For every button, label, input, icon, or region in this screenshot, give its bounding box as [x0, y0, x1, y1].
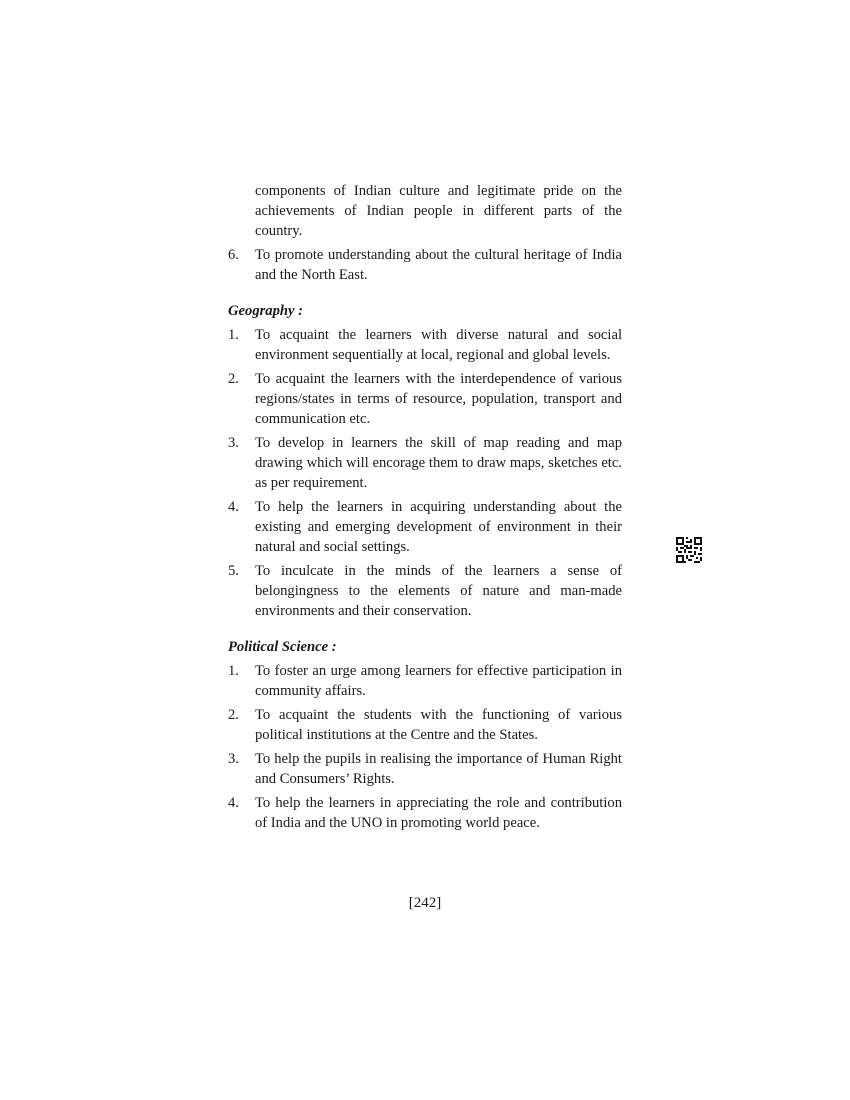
list-item: [228, 433, 622, 493]
list-item: [228, 793, 622, 833]
qr-code-icon[interactable]: [676, 537, 702, 563]
item-number: 3.: [228, 435, 239, 451]
item-number: 1.: [228, 663, 239, 679]
list-item: [228, 245, 622, 285]
section-heading-political-science: Political Science :: [228, 639, 337, 655]
list-item: [228, 325, 622, 365]
item-number: 2.: [228, 371, 239, 387]
item-text: To promote understanding about the cultural heritage of India and the North East.: [255, 247, 622, 283]
list-item: [228, 749, 622, 789]
main-text-column: [228, 181, 622, 837]
item-text: To foster an urge among learners for effective participation in community affairs.: [255, 663, 622, 699]
list-item: [228, 497, 622, 557]
item-text: To help the learners in acquiring understanding about the existing and emerging development of environment in their natural and social settings.: [255, 499, 622, 555]
item-number: 4.: [228, 795, 239, 811]
item-text: To inculcate in the minds of the learners a sense of belongingness to the elements of nature and man-made environments and their conservation.: [255, 563, 622, 619]
page-number: [242]: [408, 895, 442, 911]
item-text: To acquaint the learners with the interdependence of various regions/states in terms of resource, population, transport and communication etc.: [255, 371, 622, 427]
item-text: To acquaint the students with the functioning of various political institutions at the Centre and the States.: [255, 707, 622, 743]
item-number: 3.: [228, 751, 239, 767]
item-text: To help the learners in appreciating the role and contribution of India and the UNO in promoting world peace.: [255, 795, 622, 831]
item-number: 5.: [228, 563, 239, 579]
continuation-paragraph: components of Indian culture and legitimate pride on the achievements of Indian people in different parts of the country.: [255, 183, 622, 239]
item-number: 2.: [228, 707, 239, 723]
item-text: To help the pupils in realising the importance of Human Right and Consumers’ Rights.: [255, 751, 622, 787]
list-item: [228, 561, 622, 621]
list-item: [228, 661, 622, 701]
item-number: 6.: [228, 247, 239, 263]
item-number: 4.: [228, 499, 239, 515]
list-item: [228, 369, 622, 429]
item-text: To develop in learners the skill of map reading and map drawing which will encorage them to draw maps, sketches etc. as per requirement.: [255, 435, 622, 491]
list-item: [228, 705, 622, 745]
item-text: To acquaint the learners with diverse natural and social environment sequentially at local, regional and global levels.: [255, 327, 622, 363]
item-number: 1.: [228, 327, 239, 343]
section-heading-geography: Geography :: [228, 303, 303, 319]
